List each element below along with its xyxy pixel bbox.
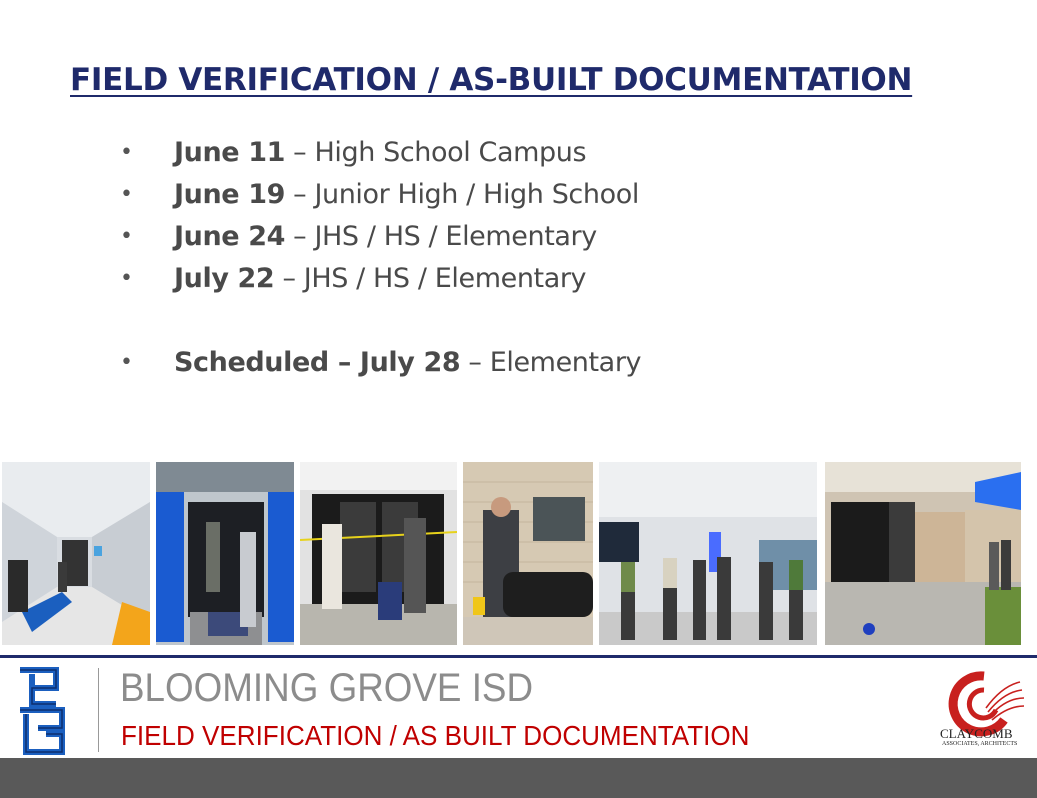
organization-name: BLOOMING GROVE ISD bbox=[120, 666, 534, 710]
list-item bbox=[120, 176, 641, 218]
bullet-text: – JHS / HS / Elementary bbox=[284, 221, 597, 252]
firm-subtitle: ASSOCIATES, ARCHITECTS bbox=[942, 741, 1018, 747]
group-photo bbox=[599, 462, 817, 645]
list-item bbox=[120, 218, 641, 260]
bullet-text: – Elementary bbox=[460, 347, 642, 378]
footer-divider bbox=[98, 668, 99, 752]
bullet-text: – JHS / HS / Elementary bbox=[274, 263, 587, 294]
bullet-date: June 11 bbox=[174, 137, 285, 168]
bullet-icon: • bbox=[120, 350, 133, 375]
plaque-photo bbox=[463, 462, 593, 645]
bgisd-logo-icon bbox=[12, 664, 72, 758]
bullet-text: – Junior High / High School bbox=[284, 179, 639, 210]
bullet-icon: • bbox=[120, 140, 133, 165]
bullet-date: June 19 bbox=[174, 179, 285, 210]
bullet-icon: • bbox=[120, 182, 133, 207]
slide-title: FIELD VERIFICATION / AS-BUILT DOCUMENTATION bbox=[70, 62, 913, 98]
bullet-date: June 24 bbox=[174, 221, 285, 252]
bullet-text: – High School Campus bbox=[284, 137, 587, 168]
footer-bar bbox=[0, 758, 1037, 798]
footer-divider-line bbox=[0, 655, 1037, 658]
footer-subtitle: FIELD VERIFICATION / AS BUILT DOCUMENTATION bbox=[121, 720, 750, 751]
entry-door-photo bbox=[156, 462, 294, 645]
bullet-date: July 22 bbox=[174, 263, 275, 294]
schedule-list bbox=[120, 134, 641, 386]
list-item bbox=[120, 344, 641, 386]
firm-name: CLAYCOMB bbox=[940, 726, 1013, 741]
exterior-photo bbox=[825, 462, 1021, 645]
bullet-icon: • bbox=[120, 224, 133, 249]
bullet-date: Scheduled – July 28 bbox=[174, 347, 461, 378]
bullet-icon: • bbox=[120, 266, 133, 291]
list-item bbox=[120, 134, 641, 176]
list-item bbox=[120, 260, 641, 302]
photo-strip bbox=[0, 462, 1037, 645]
double-doors-photo bbox=[300, 462, 457, 645]
hallway-photo bbox=[2, 462, 150, 645]
